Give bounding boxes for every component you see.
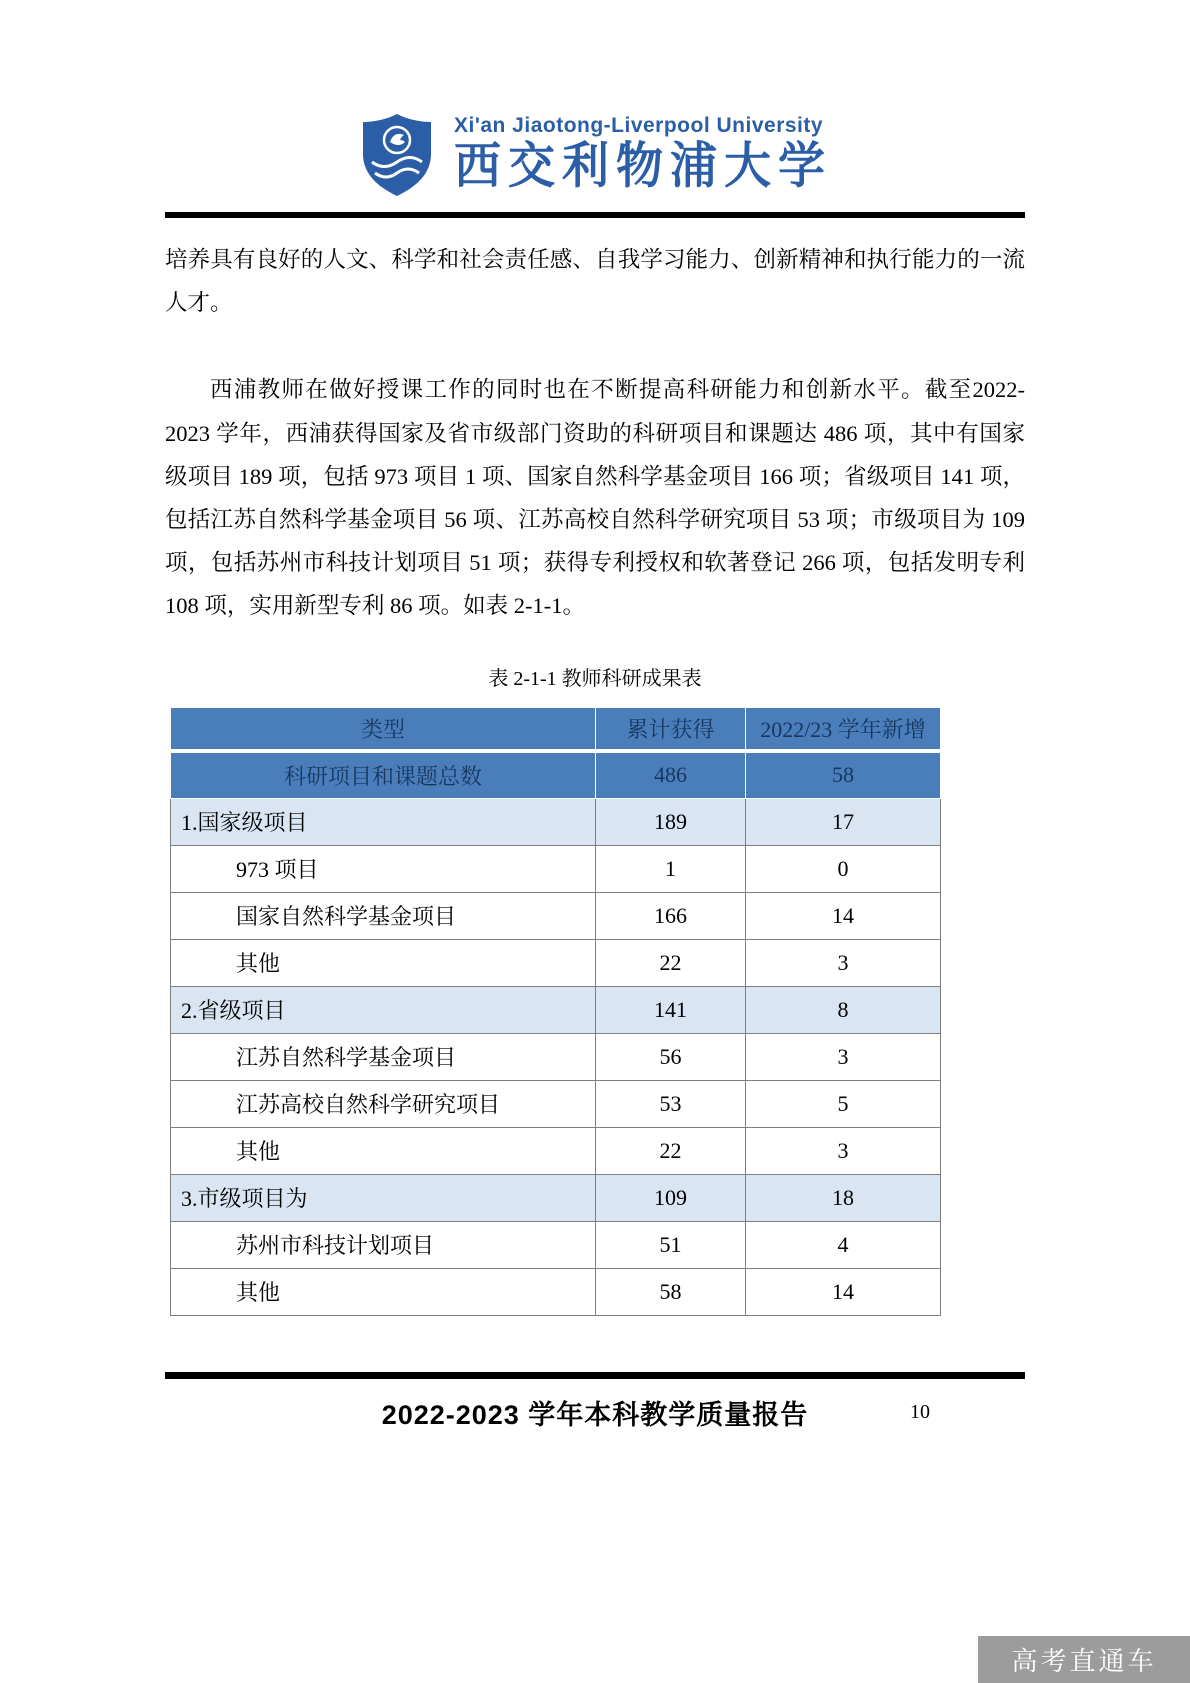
table-row <box>171 892 941 939</box>
cell-type: 其他 <box>171 1127 596 1174</box>
table-row <box>171 1221 941 1268</box>
university-name-english: Xi'an Jiaotong-Liverpool University <box>454 113 824 137</box>
cell-type: 国家自然科学基金项目 <box>171 892 596 939</box>
table-row <box>171 1127 941 1174</box>
column-header-cumulative: 累计获得 <box>596 707 746 751</box>
cell-type: 1.国家级项目 <box>171 798 596 845</box>
cell-cumulative: 56 <box>596 1033 746 1080</box>
page-footer <box>165 1393 1025 1432</box>
university-header <box>165 0 1025 198</box>
cell-new: 14 <box>746 892 941 939</box>
cell-type: 苏州市科技计划项目 <box>171 1221 596 1268</box>
university-names <box>454 114 832 197</box>
footer-divider-rule <box>165 1372 1025 1379</box>
table-row <box>171 1174 941 1221</box>
cell-cumulative: 141 <box>596 986 746 1033</box>
table-header-row <box>171 707 941 751</box>
cell-new: 5 <box>746 1080 941 1127</box>
table-row <box>171 1268 941 1315</box>
cell-new: 8 <box>746 986 941 1033</box>
cell-new: 3 <box>746 939 941 986</box>
cell-type: 其他 <box>171 939 596 986</box>
table-row <box>171 939 941 986</box>
cell-cumulative: 486 <box>596 751 746 798</box>
cell-new: 4 <box>746 1221 941 1268</box>
cell-type: 3.市级项目为 <box>171 1174 596 1221</box>
report-title: 2022-2023 学年本科教学质量报告 <box>381 1399 809 1430</box>
table-row <box>171 798 941 845</box>
body-paragraph-2: 西浦教师在做好授课工作的同时也在不断提高科研能力和创新水平。截至2022-2023 学年，西浦获得国家及省市级部门资助的科研项目和课题达 486 项，其中有国家级项目 189 项，包括 973 项目 1 项、国家自然科学基金项目 166 项；省级项目 141 项，包括江苏自然科学基金项目 56 项、江苏高校自然科学研究项目 53 项；市级项目为 109 项，包括苏州市科技计划项目 51 项；获得专利授权和软著登记 266 项，包括发明专利 108 项，实用新型专利 86 项。如表 2-1-1。 <box>165 377 1025 619</box>
table-row <box>171 1033 941 1080</box>
cell-cumulative: 189 <box>596 798 746 845</box>
cell-new: 3 <box>746 1033 941 1080</box>
research-results-table <box>170 707 941 1316</box>
cell-type: 973 项目 <box>171 845 596 892</box>
column-header-new: 2022/23 学年新增 <box>746 707 941 751</box>
cell-new: 0 <box>746 845 941 892</box>
table-row <box>171 986 941 1033</box>
table-row <box>171 1080 941 1127</box>
cell-cumulative: 1 <box>596 845 746 892</box>
cell-type: 其他 <box>171 1268 596 1315</box>
page-number: 10 <box>910 1400 930 1423</box>
cell-type: 江苏自然科学基金项目 <box>171 1033 596 1080</box>
cell-type: 2.省级项目 <box>171 986 596 1033</box>
body-paragraph-1: 培养具有良好的人文、科学和社会责任感、自我学习能力、创新精神和执行能力的一流人才。 <box>165 247 1025 316</box>
cell-new: 3 <box>746 1127 941 1174</box>
cell-cumulative: 166 <box>596 892 746 939</box>
university-crest-icon <box>358 112 436 198</box>
cell-cumulative: 22 <box>596 939 746 986</box>
cell-new: 58 <box>746 751 941 798</box>
cell-cumulative: 109 <box>596 1174 746 1221</box>
cell-cumulative: 58 <box>596 1268 746 1315</box>
cell-cumulative: 51 <box>596 1221 746 1268</box>
cell-cumulative: 53 <box>596 1080 746 1127</box>
watermark-badge: 高考直通车 <box>978 1636 1190 1683</box>
cell-new: 17 <box>746 798 941 845</box>
cell-cumulative: 22 <box>596 1127 746 1174</box>
table-row <box>171 751 941 798</box>
cell-new: 14 <box>746 1268 941 1315</box>
research-table-body <box>171 751 941 1315</box>
table-row <box>171 845 941 892</box>
university-name-chinese: 西交利物浦大学 <box>454 139 832 194</box>
header-divider-rule <box>165 212 1025 218</box>
table-caption: 表 2-1-1 教师科研成果表 <box>488 667 702 690</box>
column-header-type: 类型 <box>171 707 596 751</box>
cell-new: 18 <box>746 1174 941 1221</box>
cell-type: 江苏高校自然科学研究项目 <box>171 1080 596 1127</box>
cell-type: 科研项目和课题总数 <box>171 751 596 798</box>
